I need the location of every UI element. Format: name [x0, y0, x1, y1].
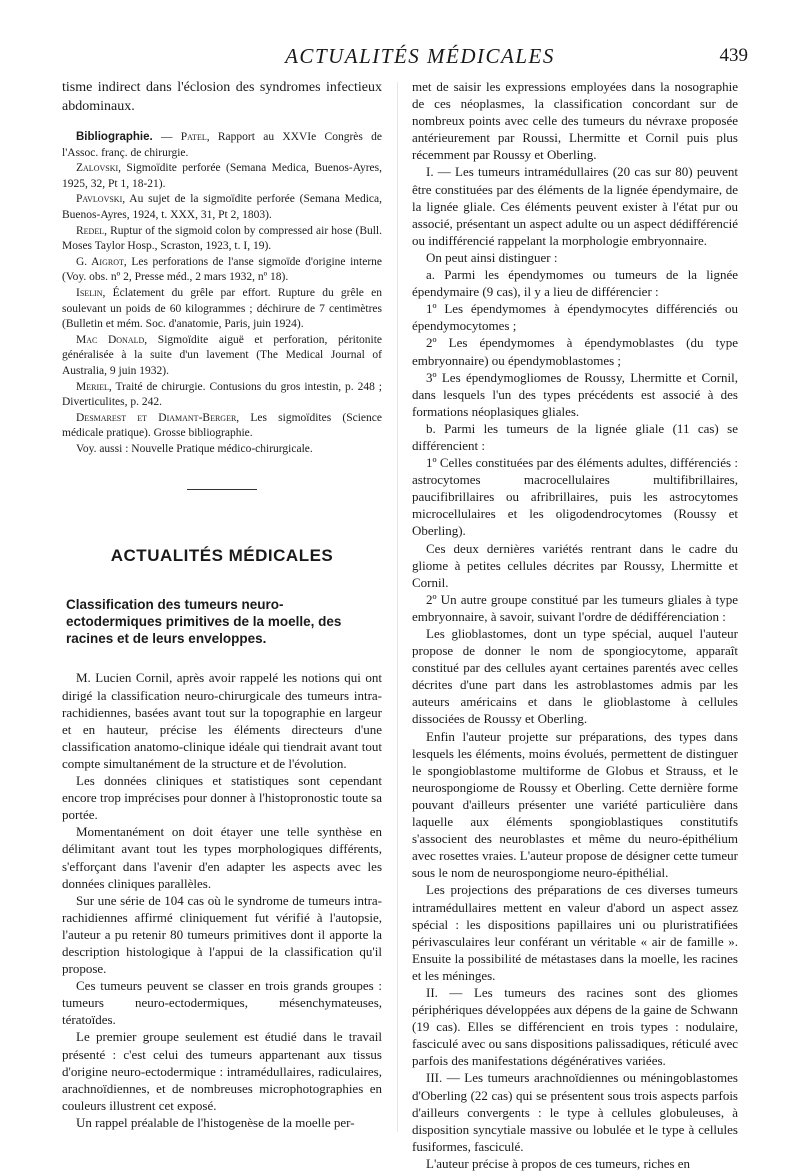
- bib-text: Les perforations de l'anse sigmoïde d'origine interne (Voy. obs. nº 2, Presse méd., 2 mars 1932, nº 18).: [62, 255, 382, 284]
- bibliography-entry: [62, 161, 382, 192]
- bib-text: Au sujet de la sigmoïdite perforée (Semana Medica, Buenos-Ayres, 1924, t. XXX, 31, Pt 2, 1803).: [62, 193, 382, 221]
- continued-paragraph: tisme indirect dans l'éclosion des syndromes infectieux abdominaux.: [62, 80, 382, 114]
- paragraph: M. Lucien Cornil, après avoir rappelé les notions qui ont dirigé la classification neuro-chirurgicale des tumeurs intra-rachidiennes, basées avant tout sur la topographie en largeur et en hauteur, précise les éléments directeurs d'une classification anatomo-clinique idéale qui tiendrait avant tout compte simultanément de la structure et de l'évolution.: [62, 670, 382, 771]
- paragraph: On peut ainsi distinguer :: [426, 249, 558, 265]
- paragraph: 2º Les épendymomes à épendymoblastes (du type embryonnaire) ou épendymoblastomes ;: [412, 335, 738, 368]
- bibliography: [62, 130, 382, 457]
- bibliography-entry: [62, 442, 382, 458]
- bib-author: Mac Donald,: [76, 333, 148, 346]
- paragraph: Momentanément on doit étayer une telle synthèse en délimitant avant tout les types morphologiques différents, s'efforçant dans l'avenir d'en adapter les aspects avec les données cliniques parallèles.: [62, 824, 382, 891]
- paragraph: 1º Les épendymomes à épendymocytes différenciés ou épendymocytomes ;: [412, 301, 738, 334]
- section-divider: [187, 489, 257, 490]
- bib-author: Iselin,: [76, 286, 106, 299]
- bib-author: Zalovski,: [76, 162, 122, 175]
- paragraph: Les projections des préparations de ces diverses tumeurs intramédullaires mettent en valeur d'abord un aspect assez spécial : les dispositions papillaires uni ou pluristratifiées périvasculaires leur conférant un véritable « air de famille ». Ensuite la possibilité de métastases dans la moelle, les racines et les méninges.: [412, 882, 738, 983]
- paragraph: Ces deux dernières variétés rentrant dans le cadre du gliome à petites cellules décrites par Roussy, Lhermitte et Cornil.: [412, 540, 738, 590]
- bib-text: Sigmoïdite perforée (Semana Medica, Buenos-Ayres, 1925, 32, Pt 1, 18-21).: [62, 162, 383, 190]
- bibliography-entry: [62, 333, 382, 380]
- bib-author: G. Aigrot,: [76, 255, 127, 268]
- paragraph: b. Parmi les tumeurs de la lignée gliale (11 cas) se différencient :: [412, 420, 738, 453]
- bib-author: Pavlovski,: [76, 193, 126, 206]
- spacer: [62, 647, 382, 669]
- paragraph: Ces tumeurs peuvent se classer en trois grands groupes : tumeurs neuro-ectodermiques, mésenchymateuses, tératoïdes.: [62, 978, 382, 1028]
- bibliography-entry: [62, 286, 382, 333]
- paragraph: Le premier groupe seulement est étudié dans le travail présenté : c'est celui des tumeurs appartenant aux tissus d'origine neuro-ectodermique : intramédullaires, radiculaires, arachnoïdiennes, et de nombreuses microphotographies en couleurs illustrent cet exposé.: [62, 1029, 382, 1113]
- right-column: [412, 78, 738, 1172]
- bib-text: Sigmoïdite aiguë et perforation, péritonite généralisée à la suite d'un lavement (The Medical Journal of Australia, 9 juin 1932).: [62, 333, 383, 377]
- paragraph: Les glioblastomes, dont un type spécial, auquel l'auteur propose de donner le nom de spongiocytome, apparaît constitué par des cellules ayant certaines parentés avec celles décrites d'une part dans les astroblastomes admis par les auteurs américains et dans le glioblastome à cellules dissociées de Roussy et Oberling.: [412, 626, 738, 727]
- article-title: Classification des tumeurs neuro-ectodermiques primitives de la moelle, des racines et de leurs enveloppes.: [66, 597, 342, 647]
- article-body-left: [62, 669, 382, 1131]
- paragraph: 1º Celles constituées par des éléments adultes, différenciés : astrocytomes macrocellulaires multifibrillaires, paucifibrillaires ou afribrillaires, puis les astrocytomes microcellulaires et les oligodendrocytomes (Roussy et Oberling).: [412, 455, 738, 539]
- paragraph: 3º Les épendymogliomes de Roussy, Lhermitte et Cornil, dans lesquels l'un des types précédents est associé à des formations néoplasiques gliales.: [412, 369, 738, 419]
- bibliography-entry: [62, 192, 382, 223]
- paragraph: I. — Les tumeurs intramédullaires (20 cas sur 80) peuvent être constituées par des éléments de la lignée épendymaire, de la lignée gliale. Ces éléments peuvent exister à l'état pur ou associé, présentant un aspect adulte ou un aspect dédifférencié ou indifférencié rappelant la morphologie embryonnaire.: [412, 164, 738, 248]
- left-column: [62, 78, 382, 1131]
- bib-text: Voy. aussi : Nouvelle Pratique médico-chirurgicale.: [76, 442, 313, 455]
- bib-author: Redel,: [76, 224, 107, 237]
- paragraph: III. — Les tumeurs arachnoïdiennes ou méningoblastomes d'Oberling (22 cas) qui se présentent sous trois aspects parfois d'ailleurs convergents : le type à cellules globuleuses, à disposition syncytiale massive ou lobulée et le type à cellules fusiformes, fasciculé.: [412, 1070, 738, 1154]
- bib-text: Les sigmoïdites (Science médicale pratique). Grosse bibliographie.: [62, 411, 382, 440]
- paragraph: Sur une série de 104 cas où le syndrome de tumeurs intra-rachidiennes affirmé cliniquement fut vérifié à l'autopsie, l'auteur a pu retenir 80 tumeurs primitives dont il apporte la description histologique à l'appui de la classification qu'il propose.: [62, 892, 382, 977]
- bib-text: Ruptur of the sigmoid colon by compressed air hose (Bull. Moses Taylor Hosp., Scraston, 1923, t. I, 19).: [62, 224, 383, 253]
- bibliography-entry: [62, 255, 382, 286]
- running-head: [0, 44, 800, 74]
- paragraph: II. — Les tumeurs des racines sont des gliomes périphériques développées aux dépens de la gaine de Schwann (19 cas). Elles se différencient en trois types : nodulaire, fasciculé avec ou sans dispositions palissadiques, réticulé avec parfois des manifestations dégénératives variées.: [412, 984, 738, 1069]
- running-title: ACTUALITÉS MÉDICALES: [285, 44, 555, 68]
- bib-text: Traité de chirurgie. Contusions du gros intestin, p. 248 ; Diverticulites, p. 242.: [62, 380, 383, 409]
- column-gutter: [397, 82, 398, 1132]
- paragraph: Un rappel préalable de l'histogenèse de la moelle per-: [76, 1114, 355, 1130]
- paragraph: Les données cliniques et statistiques sont cependant encore trop imprécises pour donner à l'histopronostic toute sa portée.: [62, 773, 382, 823]
- paragraph: met de saisir les expressions employées dans la nosographie de ces néoplasmes, la classification concordant sur de nombreux points avec celle des tumeurs du névraxe proposée antérieurement par Roussi, Lhermitte et Cornil puis plus récemment par Roussy et Oberling.: [412, 79, 738, 163]
- bibliography-entry: Bibliographie. — Patel, Rapport au XXVIe Congrès de l'Assoc. franç. de chirurgie.: [62, 131, 383, 159]
- bib-text: Rapport au XXVIe Congrès de l'Assoc. franç. de chirurgie.: [62, 131, 383, 159]
- bibliography-entry: [62, 224, 382, 255]
- page-number: 439: [719, 45, 748, 66]
- section-heading: ACTUALITÉS MÉDICALES: [110, 546, 334, 566]
- bibliography-label: Bibliographie.: [76, 131, 153, 143]
- bib-author: Meriel,: [76, 380, 112, 393]
- paragraph: a. Parmi les épendymomes ou tumeurs de la lignée épendymaire (9 cas), il y a lieu de différencier :: [412, 267, 738, 300]
- bib-text: Éclatement du grêle par effort. Rupture du grêle en soulevant un poids de 60 kilogrammes ; déchirure de 7 centimètres (Bulletin et mém. Soc. d'anatomie, Paris, juin 1924).: [62, 286, 383, 331]
- paragraph: 2º Un autre groupe constitué par les tumeurs gliales à type embryonnaire, à savoir, suivant l'ordre de dédifférenciation :: [412, 591, 738, 624]
- bib-author: Desmarest et Diamant-Berger,: [76, 411, 240, 424]
- paragraph: Enfin l'auteur projette sur préparations, des types dans lesquels les éléments, moins évolués, permettent de distinguer le spongioblastome multiforme de Globus et Strauss, et le neurospongiome de Roussy et Oberling. Cette dernière forme pouvant d'ailleurs présenter une variété particulière dans laquelle aux éléments spongioblastiques constitutifs s'associent des neuroblastes et même du neuro-épithélium avec rosettes vraies. L'auteur propose de désigner cette tumeur sous le nom de neurospongiome neuro-épithélial.: [412, 728, 738, 881]
- bibliography-entry: [62, 411, 382, 442]
- paragraph: L'auteur précise à propos de ces tumeurs, riches en: [426, 1155, 691, 1171]
- bibliography-entry: [62, 380, 382, 411]
- bib-author: Patel,: [180, 131, 210, 143]
